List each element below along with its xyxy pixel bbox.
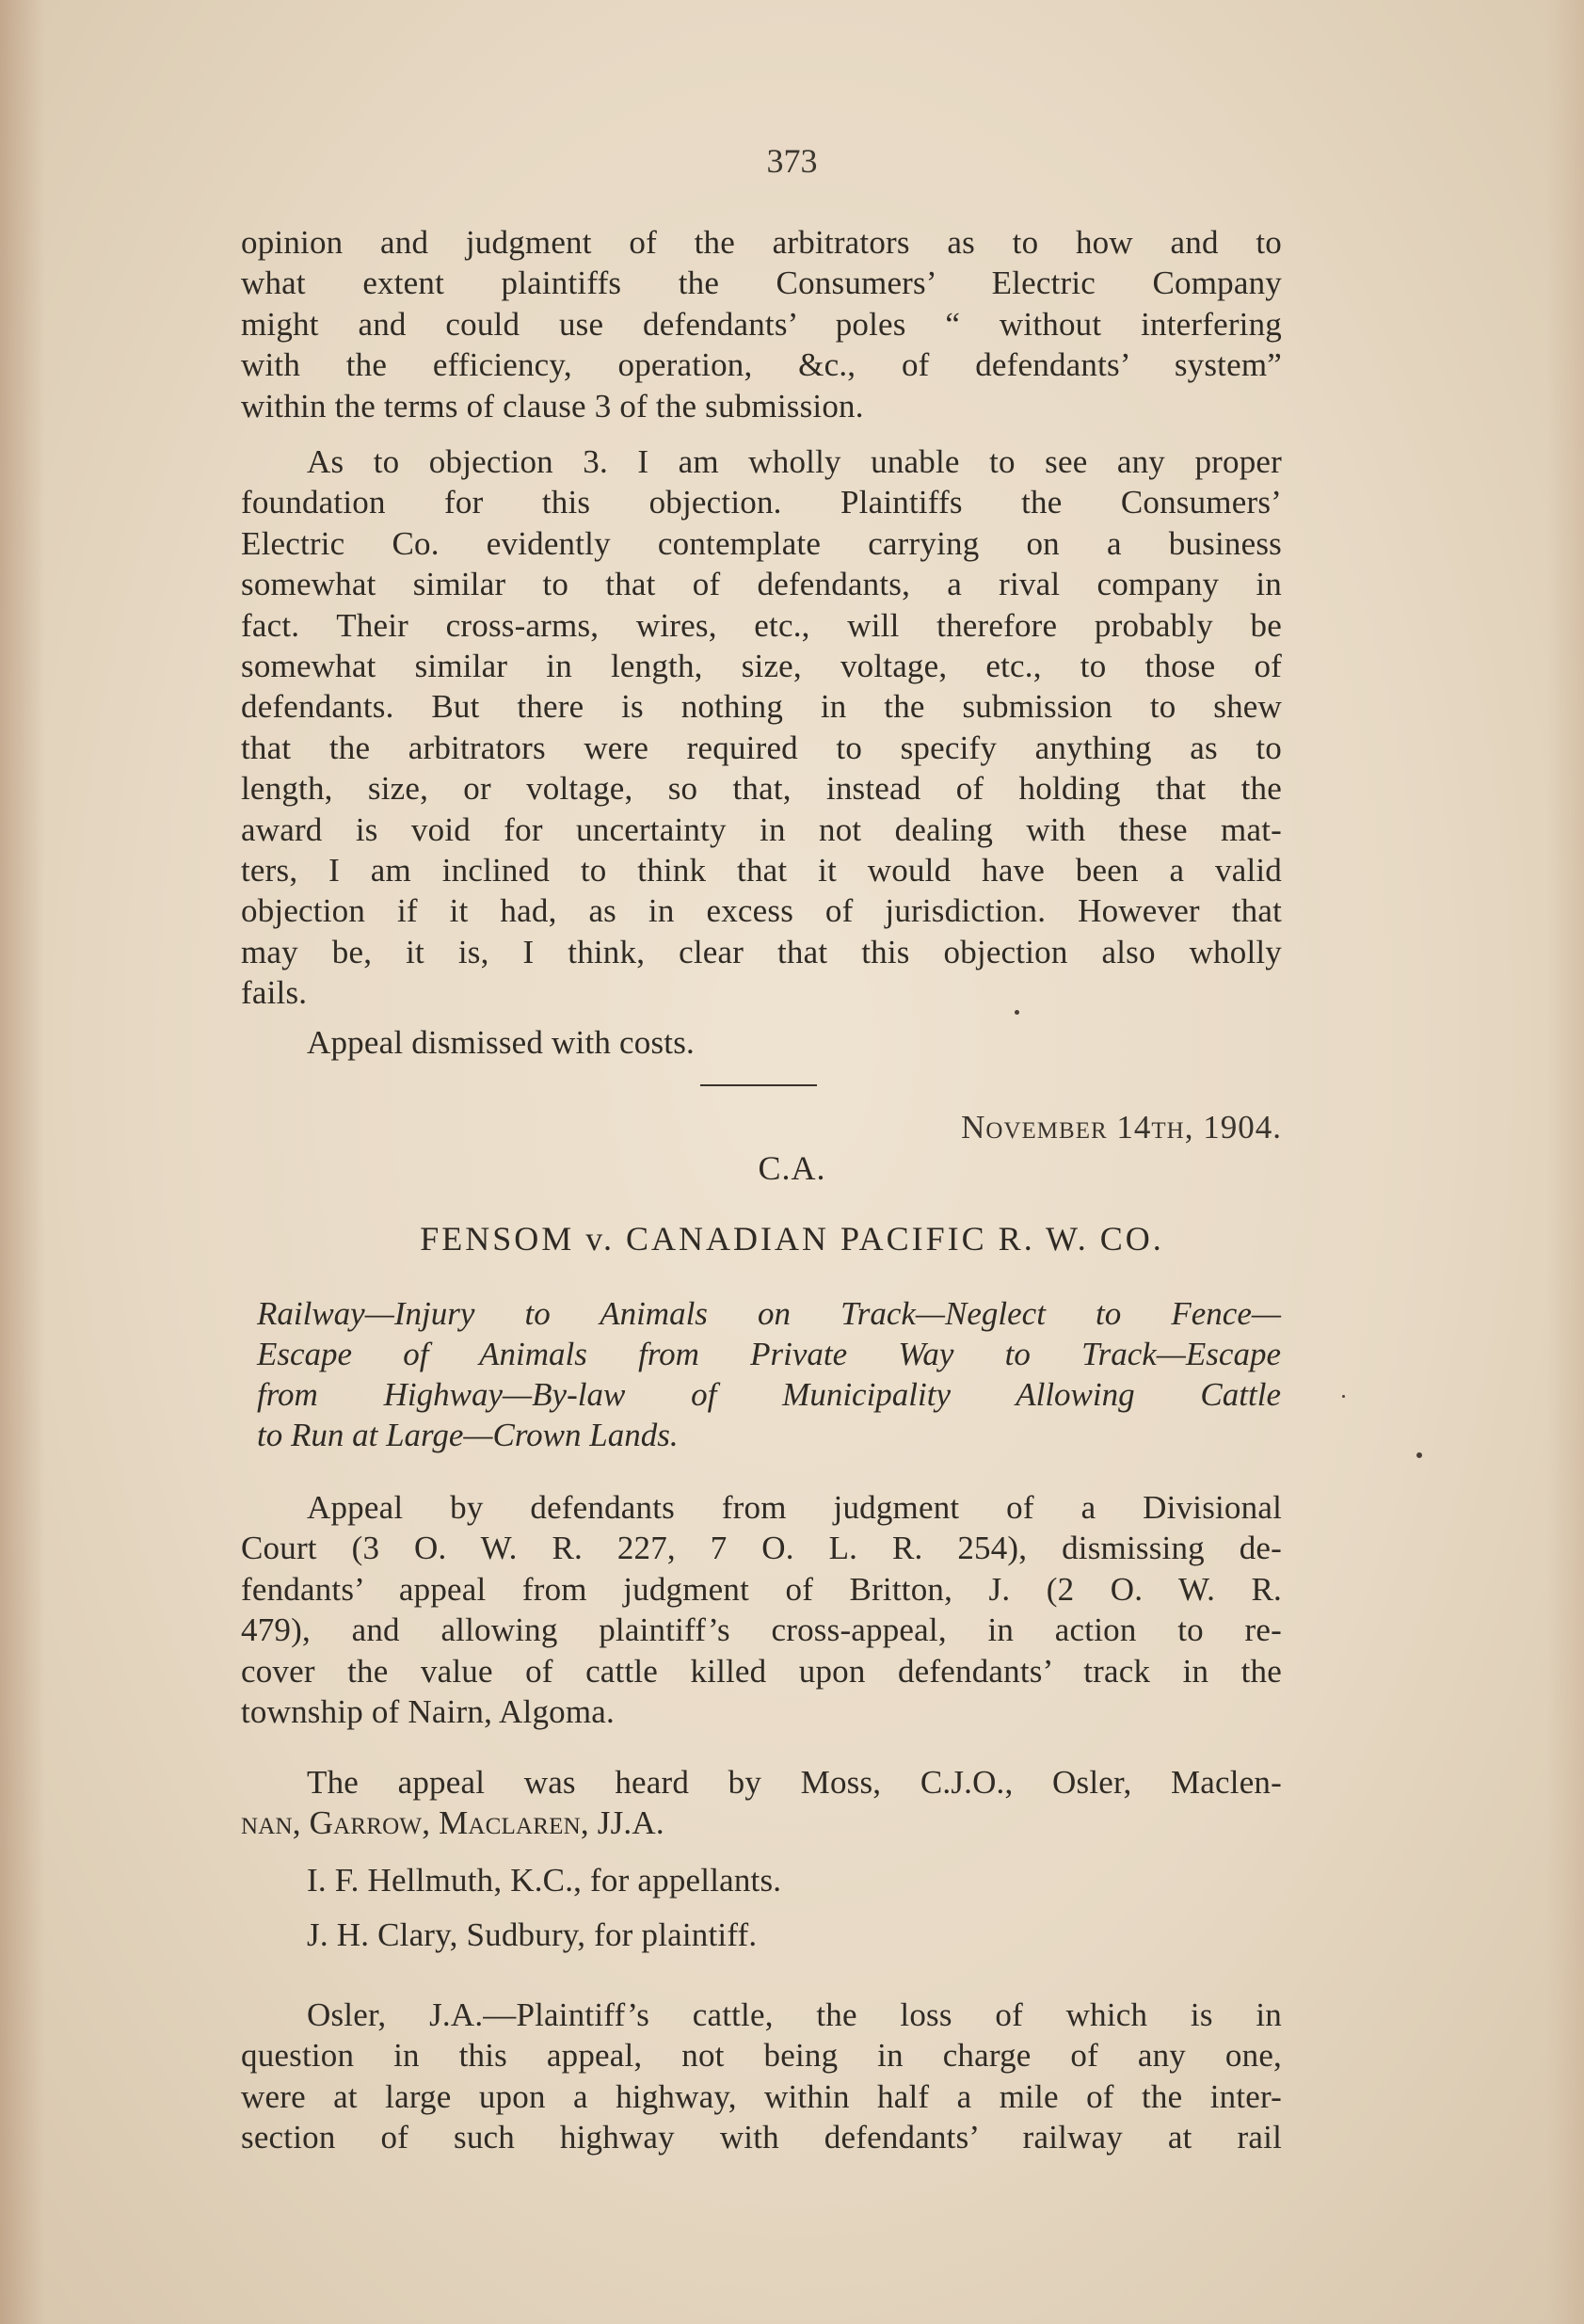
text-line: As to objection 3. I am wholly unable to see any proper <box>307 443 1282 480</box>
text-line: 479), and allowing plaintiff’s cross-appeal, in action to re- <box>241 1611 1282 1649</box>
counsel-appellants <box>241 1860 1282 1900</box>
text-line: objection if it had, as in excess of jurisdiction. However that <box>241 892 1282 930</box>
text-line: within the terms of clause 3 of the submission. <box>241 387 864 425</box>
page-number: 373 <box>766 142 818 180</box>
text-line: might and could use defendants’ poles “ without interfering <box>241 305 1282 343</box>
text-line: fact. Their cross-arms, wires, etc., will therefore probably be <box>241 606 1282 644</box>
counsel-line: I. F. Hellmuth, K.C., for appellants. <box>307 1862 782 1899</box>
text-line: opinion and judgment of the arbitrators as to how and to <box>241 224 1282 261</box>
text-line: what extent plaintiffs the Consumers’ Electric Company <box>241 264 1282 302</box>
text-line: The appeal was heard by Moss, C.J.O., Osler, Maclen- <box>307 1764 1282 1801</box>
headnote-line: to Run at Large—Crown Lands. <box>257 1417 679 1453</box>
text-line: Electric Co. evidently contemplate carrying on a business <box>241 524 1282 562</box>
text-line: fendants’ appeal from judgment of Britton, J. (2 O. W. R. <box>241 1570 1282 1608</box>
text-line: Court (3 O. W. R. 227, 7 O. L. R. 254), dismissing de- <box>241 1530 1282 1567</box>
court-label: C.A. <box>758 1149 826 1187</box>
text-line: award is void for uncertainty in not dealing with these mat- <box>241 810 1282 848</box>
headnote-line: from Highway—By-law of Municipality Allowing Cattle <box>257 1376 1281 1413</box>
text-line: that the arbitrators were required to specify anything as to <box>241 729 1282 766</box>
text-line: may be, it is, I think, clear that this objection also wholly <box>241 933 1282 970</box>
paragraph-objection-3 <box>241 441 1282 1014</box>
text-line: length, size, or voltage, so that, instead of holding that the <box>241 770 1282 808</box>
text-line: nan, Garrow, Maclaren, JJ.A. <box>241 1804 664 1842</box>
paper-speck <box>1015 1010 1019 1015</box>
text-line: fails. <box>241 974 308 1012</box>
text-line: somewhat similar in length, size, voltage, etc., to those of <box>241 648 1282 685</box>
disposition-text: Appeal dismissed with costs. <box>307 1024 695 1061</box>
paragraph-osler-judgment <box>241 1995 1282 2158</box>
paper-speck <box>1342 1395 1345 1398</box>
section-divider <box>700 1084 817 1086</box>
bench-paragraph <box>241 1762 1282 1844</box>
counsel-line: J. H. Clary, Sudbury, for plaintiff. <box>307 1916 758 1953</box>
text-line: township of Nairn, Algoma. <box>241 1693 615 1731</box>
headnote-line: Escape of Animals from Private Way to Track—Escape <box>257 1336 1281 1372</box>
text-line: cover the value of cattle killed upon defendants’ track in the <box>241 1652 1282 1690</box>
text-line: foundation for this objection. Plaintiffs the Consumers’ <box>241 484 1282 521</box>
text-line: somewhat similar to that of defendants, a rival company in <box>241 566 1282 603</box>
case-title: FENSOM v. CANADIAN PACIFIC R. W. CO. <box>420 1220 1164 1258</box>
text-line: were at large upon a highway, within half a mile of the inter- <box>241 2077 1282 2115</box>
paragraph-appeal <box>241 1487 1282 1732</box>
text-line: Osler, J.A.—Plaintiff’s cattle, the loss of which is in <box>307 1996 1282 2033</box>
text-line: section of such highway with defendants’ railway at rail <box>241 2119 1282 2156</box>
headnote-line: Railway—Injury to Animals on Track—Neglect to Fence— <box>257 1295 1281 1332</box>
paper-speck <box>1416 1452 1422 1458</box>
text-line: Appeal by defendants from judgment of a Divisional <box>307 1489 1282 1526</box>
text-line: question in this appeal, not being in charge of any one, <box>241 2037 1282 2075</box>
decision-date: November 14th, 1904. <box>961 1109 1282 1146</box>
text-line: with the efficiency, operation, &c., of defendants’ system” <box>241 346 1282 384</box>
disposition-line <box>241 1022 1282 1063</box>
text-line: ters, I am inclined to think that it would have been a valid <box>241 852 1282 890</box>
text-line: defendants. But there is nothing in the submission to shew <box>241 688 1282 726</box>
counsel-plaintiff <box>241 1915 1282 1955</box>
paragraph-continuation <box>241 222 1282 426</box>
